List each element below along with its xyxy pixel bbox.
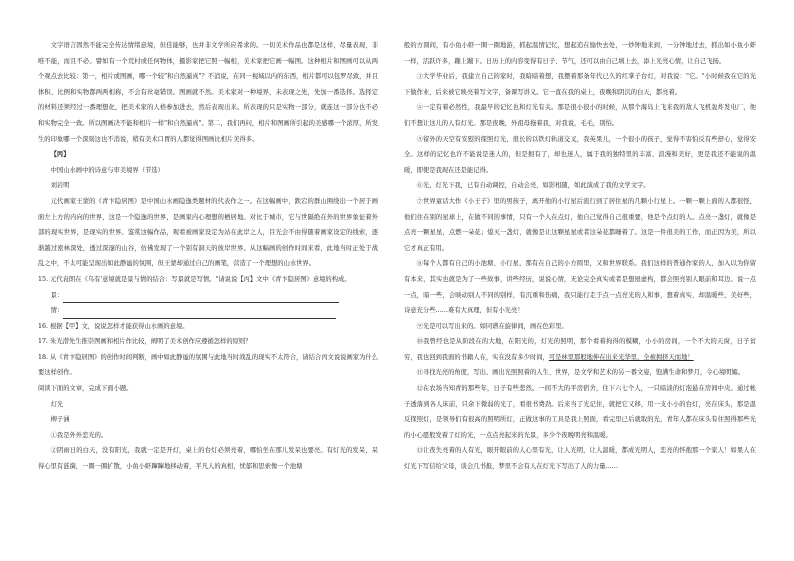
story-paragraph-2-continued: 般的方圆间，有小鱼小虾一圈一圈地游，抓起温情记忆，想起追在愉快去处，一炒钟地来到，一分钟地过去，抓出如小鱼小虾一样，活跃许多，蹦上蹦下。日历上的内容变得有日子、节气，还可以由自己填上去，添上光亮心情，让自己飞扬。 bbox=[404, 42, 756, 65]
passage-c-body: 元代画家王蒙的《青卞隐居图》是中国山水画隐逸类题材的代表作之一。在这幅画中，跌宕的群山围绕出一个居于画面左上方的内向的世界，这是一个隐逸的世界，是画家内心理想的栖居地。对比于城市，它与世隔绝在外的世界象征着外部的现实世界，是现实的世界。鉴赏这幅作品，观看被画家设定为站在此岸之人，目光会不由得随着画家设定的线索，逐渐越过密林深处，透过深邃的山谷，仿佛发现了一个别有洞天的彼岸世界。从这幅画的创作时间来看，此地当时正处于战乱之中，不太可能呈现出如此静谧的氛围，但王蒙却通过自己的画笔，营造了一个理想的山水世界。 bbox=[38, 197, 378, 268]
story-paragraph-12: ⑫在农场当知青的那些年，日子有些悲然。一间不大的平房宿舍，住下六七个人，一只暗淡的灯泡悬在房间中央。通过帐子透落到各人床前，只余下微弱的光了，看很书费劲。后来当了光记住，就把它又移，用一支小小的台灯，亮在床头，那是温反探照灯，是领导们有很高的照明所灯，正做这事的工具是我上照面，看完里已后就取的光，青年人都在床头有住照得那些光的小心愿般发着了灯的光，一点点亮起来的光景，多少个夜晚明亮和温暖。 bbox=[404, 385, 756, 439]
answer-blank-emotion[interactable] bbox=[63, 309, 336, 319]
answer-blank-scene[interactable] bbox=[63, 293, 339, 303]
story-paragraph-6: ⑥光，灯光下我，已有自动调控，自动会亮，如影相随，如此演成了我的文学文字。 bbox=[416, 182, 650, 190]
story-paragraph-13: ⑬让夜失亮着的人有光，眼开眼前的人心里有光，让人光明，让人温暖，都成光明人，恋亮的怀抱那一个家人！如果人在灯光下写信给父母，谈会几书报，梦里不会有人在灯光下写出了人的力量…… bbox=[404, 447, 756, 471]
passage-c-title: 中国山水画中的诗意与审美境界（节选） bbox=[50, 166, 164, 174]
story-paragraph-11: ⑪寻找光亮的角度，写出、画出光照照着的人生、世界，是文学和艺术的另一番文姿，饱满生命和梦月，令心境明媚。 bbox=[416, 369, 745, 377]
answer-line-scene bbox=[38, 288, 378, 304]
answer-label-emotion: 情： bbox=[50, 307, 64, 315]
story-paragraph-4: ④一定有着必然性，我最早的记忆也和灯光有关。那是很小很小的时候，从那个海岛上飞来我的敌人飞机轰炸发电厂，他们不想让这儿的人有灯光。那是夜晚，外祖母拖着我，对我说，毛毛，别怕。 bbox=[404, 104, 756, 127]
reading-instruction: 阅读下面的文章，完成下面小题。 bbox=[38, 385, 133, 393]
question-17: 17. 朱光潜先生推崇图画和相片作比较，阐明了美术创作应遵循怎样的原则？ bbox=[38, 338, 252, 346]
story-title: 灯光 bbox=[50, 400, 64, 408]
story-paragraph-5: ⑤留外的天空有安慰的探照灯光，很长的以铁灯轨道交叉，我英果儿，一个很小的孩子，觉得不害怕反有些舒心，觉得安全。这样的记忆也许不能说是迷人的，但是拥有了，却也迷人，属于我的独特里的丰富、浪漫和美好，更是我还不能说的温暖，即使是我现在还是能记得。 bbox=[404, 135, 756, 174]
left-column bbox=[38, 38, 378, 475]
question-15: 15. 元代袁朗在《乌有'意境就是景与情的结合：写景就是写情。"请说说【丙】文中《青卞隐居图》意境的构成。 bbox=[38, 275, 351, 283]
story-paragraph-9: ⑨光是可以写出来的。如同谱在旋律间，画在色彩里。 bbox=[416, 322, 568, 330]
story-paragraph-3: ③大学毕业后，我建立自己的家时，我暗暗着想，我摆着那条年代已久的红掌子台灯，对我说："它。"小时候我在它的光下做作业，后来被它映亮着写文字，备课写讲义。它一直在我的桌上，夜晚和阴沉的白天，都亮着。 bbox=[404, 73, 756, 96]
section-marker-bing: 【丙】 bbox=[50, 151, 70, 159]
story-paragraph-1: ①我是外外恋光的。 bbox=[50, 431, 108, 439]
right-column bbox=[404, 38, 756, 475]
answer-label-scene: 景： bbox=[50, 291, 64, 299]
story-paragraph-10 bbox=[404, 334, 756, 365]
story-paragraph-2: ②阴雨日的白天，没有阳光，我就一定是开灯，桌上的台灯必须亮着，哪怕坐在那儿发呆也要亮。有灯光的发呆，呆得心里有涟漪，一圈一圈扩散，小鱼小虾蹿蹿地移动着，平凡人的真相，忧郁和思索像一个池塘 bbox=[38, 447, 378, 471]
story-paragraph-10-text: ⑩我曾经也是从阶段在的大地，在阳光的，灯光的照明，那个看着拘得的模糊，小小的房间，一个不大的天窗，日子贫穷，我也回到我面的书籍人在，实在没有多少时间， bbox=[404, 338, 756, 361]
story-paragraph-7: ⑦世界童话大作《小王子》里的男孩子，离开他的小行星后流行到了居住星的几颗小行星上。一颗一颗上面的人都很怪，他们住在别的星球上，在做不同的事情，只有一个人在点灯，他自己觉得自己很重要，他是个点灯的人。点亮一盏灯，就像是点亮一颗星星，点燃一朵花；熄灭一盏灯，就像是让这颗星星或者这朵花都睡着了。这是一件很美的工作，而正因为美，所以它才真正有用。 bbox=[404, 197, 756, 252]
question-16: 16. 根据【甲】文，说说怎样才能获得山水画的意境。 bbox=[38, 322, 189, 330]
intro-paragraph: 文字语言固然不能完全传达情绪意境，但佳能够，也并非文学所应希求的。一切美术作品也都是这样，尽量表现，非唯不能，而且不必。譬如有一个荒村或任何物体，摄影家把它照一幅相，美术家把它画一幅图。这种相片和图画可以从两个观点去比较：第一，相片或图画，哪一个较"和自然逼真"？不消说，在同一视域以内的东西，相片都可以包罗尽致，并且体积、比例和实物都两两相称，不会有丝毫错误。图画就不然。美术家对一种境界，未表现之先，先加一番选择。选择定的材料还须经过一番理想化，把美术家的人格参加进去，然后表现出来。所表现的只是实物一部分，就连这一部分也不必和实物完全一致。所以图画决不能和相片一样"和自然逼真"。第二，我们再问，相片和图画所引起的美感哪一个浓厚，所发生的印象哪一个深刻这也不消说，稍有美术口胃的人都觉得图画比相片美得多。 bbox=[38, 42, 378, 143]
story-author: 柳子涵 bbox=[50, 416, 70, 424]
answer-line-emotion bbox=[38, 303, 378, 319]
question-18: 18. 从《青卞隐居图》的创作时间判断，画中如此静谧的氛围与此地当时战乱的现实不太符合，请结合丙文说说画家为什么要这样创作。 bbox=[38, 353, 378, 377]
story-paragraph-8: ⑧每个人都有自己的小池塘、小行星，那有在自己的小方圆里，又和世界联系。我们这样的普通作家的人，加入以为你留有本来，其实也就是为了一些故事，讲些经历，说说心情，无论完全真实或者是想屋虚构，都会照亮别人眼前和耳边。说一点一点，暗一些，会映动别人不同的别样，有沉重和伤痛，我只能行走于点一点亮光的人和事，想着真实、却温暖些，美好些，诗意充分些……难有大真理，但有小光亮！ bbox=[404, 260, 756, 315]
underlined-sentence: 可是林里那般地伸在出来光华里，全被拥挤天而地！ bbox=[548, 353, 694, 361]
passage-c-author: 刘岩明 bbox=[50, 182, 70, 190]
